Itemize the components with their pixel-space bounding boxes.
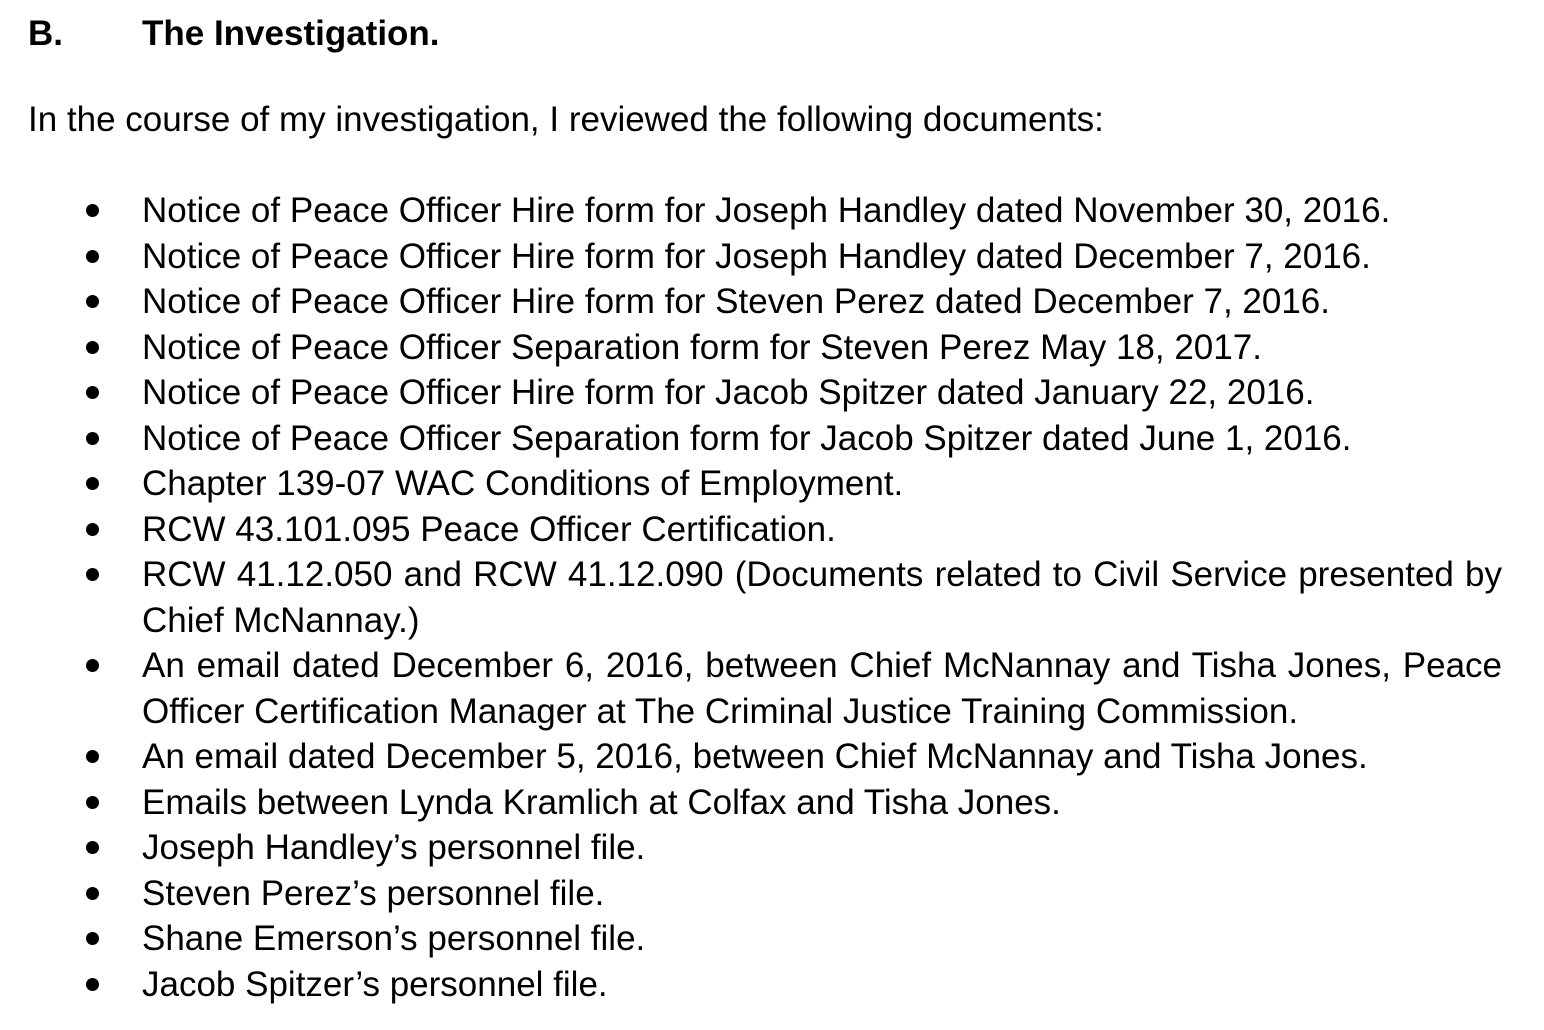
- list-item: [0, 916, 1502, 962]
- intro-paragraph: In the course of my investigation, I reviewed the following documents:: [28, 100, 1104, 139]
- list-item: [0, 507, 1502, 553]
- list-item: [0, 825, 1502, 871]
- bullet-icon: [86, 978, 99, 991]
- list-item: [0, 234, 1502, 280]
- list-item: [0, 461, 1502, 507]
- list-item: [0, 188, 1502, 234]
- list-item: [0, 552, 1502, 643]
- list-item-text: An email dated December 6, 2016, between Chief McNannay and Tisha Jones, Peace Officer Certification Manager at The Criminal Justice Training Commission.: [142, 646, 1502, 731]
- bullet-icon: [86, 204, 99, 217]
- list-item: [0, 871, 1502, 917]
- list-item: [0, 962, 1502, 1008]
- list-item-text: Notice of Peace Officer Separation form for Steven Perez May 18, 2017.: [142, 327, 1262, 367]
- list-item-text: Joseph Handley’s personnel file.: [142, 828, 646, 867]
- list-item: [0, 643, 1502, 734]
- section-title: The Investigation.: [142, 14, 440, 53]
- list-item-text: Notice of Peace Officer Hire form for Joseph Handley dated November 30, 2016.: [142, 191, 1391, 230]
- bullet-icon: [86, 841, 99, 854]
- list-item: [0, 370, 1502, 416]
- list-item-text: RCW 41.12.050 and RCW 41.12.090 (Documents related to Civil Service presented by Chief McNannay.): [142, 555, 1502, 640]
- list-item-text: Notice of Peace Officer Hire form for Steven Perez dated December 7, 2016.: [142, 282, 1330, 321]
- list-item: [0, 734, 1502, 780]
- bullet-icon: [86, 523, 99, 536]
- bullet-icon: [86, 295, 99, 308]
- list-item-text: Jacob Spitzer’s personnel file.: [142, 964, 608, 1004]
- bullet-icon: [86, 432, 99, 445]
- bullet-icon: [86, 568, 99, 581]
- list-item-text: Shane Emerson’s personnel file.: [142, 919, 646, 958]
- list-item-text: An email dated December 5, 2016, between Chief McNannay and Tisha Jones.: [142, 737, 1368, 776]
- list-item: [0, 279, 1502, 325]
- list-item-text: Notice of Peace Officer Hire form for Joseph Handley dated December 7, 2016.: [142, 236, 1371, 276]
- bullet-icon: [86, 659, 99, 672]
- documents-list: [0, 188, 1544, 1007]
- list-item-text: Steven Perez’s personnel file.: [142, 873, 605, 913]
- section-number: B.: [28, 14, 63, 53]
- bullet-icon: [86, 477, 99, 490]
- bullet-icon: [86, 341, 99, 354]
- list-item: [0, 780, 1502, 826]
- list-item-text: RCW 43.101.095 Peace Officer Certification.: [142, 509, 836, 549]
- list-item-text: Notice of Peace Officer Hire form for Jacob Spitzer dated January 22, 2016.: [142, 373, 1315, 412]
- bullet-icon: [86, 887, 99, 900]
- bullet-icon: [86, 750, 99, 763]
- bullet-icon: [86, 250, 99, 263]
- bullet-icon: [86, 932, 99, 945]
- bullet-icon: [86, 386, 99, 399]
- list-item: [0, 416, 1502, 462]
- bullet-icon: [86, 796, 99, 809]
- list-item-text: Chapter 139-07 WAC Conditions of Employment.: [142, 464, 904, 503]
- section-heading: [28, 12, 440, 56]
- list-item: [0, 325, 1502, 371]
- list-item-text: Notice of Peace Officer Separation form for Jacob Spitzer dated June 1, 2016.: [142, 418, 1352, 458]
- list-item-text: Emails between Lynda Kramlich at Colfax and Tisha Jones.: [142, 782, 1061, 822]
